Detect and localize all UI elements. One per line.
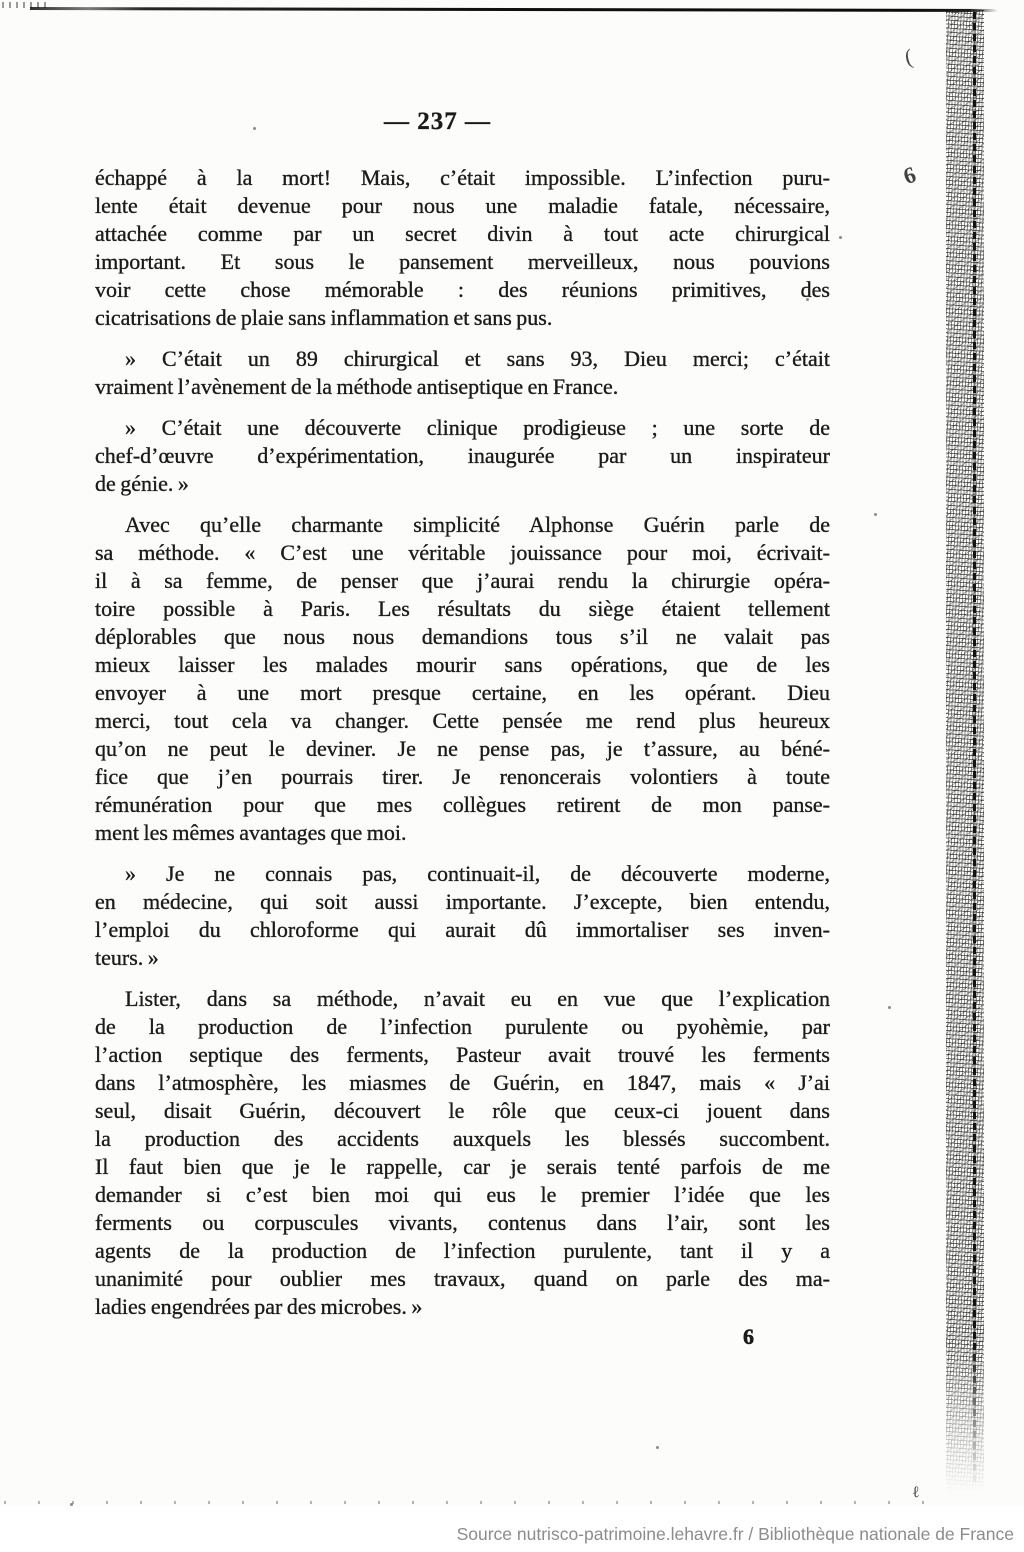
text-line: déplorables que nous nous demandions tous s’il ne valait pas <box>95 624 830 649</box>
text-line: attachée comme par un secret divin à tout acte chirurgical <box>95 221 830 246</box>
paragraph <box>95 164 830 332</box>
text-line: qu’on ne peut le deviner. Je ne pense pas, je t’assure, au béné- <box>95 736 830 761</box>
text-line: envoyer à une mort presque certaine, en les opérant. Dieu <box>95 680 830 705</box>
text-line: la production des accidents auxquels les blessés succombent. <box>95 1126 830 1151</box>
text-line: de génie. » <box>95 471 189 496</box>
text-line: voir cette chose mémorable : des réunions primitives, des <box>95 277 830 302</box>
text-line: Il faut bien que je le rappelle, car je serais tenté parfois de me <box>95 1154 830 1179</box>
paragraph <box>95 345 830 401</box>
footer-strip <box>0 1506 1024 1552</box>
scan-bottom-edge-line <box>4 1501 954 1504</box>
text-line: chef-d’œuvre d’expérimentation, inaugurée par un inspirateur <box>95 443 830 468</box>
text-line: » C’était une découverte clinique prodigieuse ; une sorte de <box>125 415 830 440</box>
text-line: lente était devenue pour nous une maladie fatale, nécessaire, <box>95 193 830 218</box>
ink-smudge: 6 <box>900 161 919 190</box>
text-line: unanimité pour oublier mes travaux, quand on parle des ma- <box>95 1266 830 1291</box>
text-line: teurs. » <box>95 945 159 970</box>
text-line: ferments ou corpuscules vivants, contenus dans l’air, sont les <box>95 1210 830 1235</box>
dust-speck <box>888 1006 891 1009</box>
text-line: échappé à la mort! Mais, c’était impossible. L’infection puru- <box>95 165 830 190</box>
text-line: agents de la production de l’infection purulente, tant il y a <box>95 1238 830 1263</box>
ink-smudge: ( <box>902 43 915 70</box>
footer-credit: Source nutrisco-patrimoine.lehavre.fr / Bibliothèque nationale de France <box>456 1524 1014 1544</box>
dust-speck <box>874 513 877 516</box>
paragraph <box>95 511 830 847</box>
book-gutter-shadow <box>946 10 984 1492</box>
text-line: sa méthode. « C’est une véritable jouissance pour moi, écrivait- <box>95 540 830 565</box>
dust-speck <box>839 236 842 239</box>
paragraph <box>95 985 830 1321</box>
page-number: — 237 — <box>384 108 491 135</box>
text-line: fice que j’en pourrais tirer. Je renoncerais volontiers à toute <box>95 764 830 789</box>
scan-top-edge-line <box>30 7 998 12</box>
text-line: ladies engendrées par des microbes. » <box>95 1294 423 1319</box>
text-line: de la production de l’infection purulente ou pyohèmie, par <box>95 1014 830 1039</box>
text-line: cicatrisations de plaie sans inflammation et sans pus. <box>95 305 553 330</box>
text-line: en médecine, qui soit aussi importante. J’excepte, bien entendu, <box>95 889 830 914</box>
ink-smudge: ℓ <box>912 1484 920 1501</box>
text-line: dans l’atmosphère, les miasmes de Guérin, en 1847, mais « J’ai <box>95 1070 830 1095</box>
text-line: seul, disait Guérin, découvert le rôle que ceux-ci jouent dans <box>95 1098 830 1123</box>
text-line: demander si c’est bien moi qui eus le premier l’idée que les <box>95 1182 830 1207</box>
text-line: important. Et sous le pansement merveilleux, nous pouvions <box>95 249 830 274</box>
paragraph <box>95 860 830 972</box>
text-line: ment les mêmes avantages que moi. <box>95 820 407 845</box>
text-line: mieux laisser les malades mourir sans opérations, que de les <box>95 652 830 677</box>
text-column <box>95 164 830 1321</box>
text-line: vraiment l’avènement de la méthode antiseptique en France. <box>95 374 619 399</box>
signature-mark: 6 <box>743 1324 754 1349</box>
text-line: » C’était un 89 chirurgical et sans 93, Dieu merci; c’était <box>125 346 830 371</box>
text-line: rémunération pour que mes collègues retirent de mon panse- <box>95 792 830 817</box>
paragraph <box>95 414 830 498</box>
text-line: » Je ne connais pas, continuait-il, de découverte moderne, <box>125 861 830 886</box>
text-line: il à sa femme, de penser que j’aurai rendu la chirurgie opéra- <box>95 568 830 593</box>
dust-speck <box>656 1446 659 1449</box>
text-line: Lister, dans sa méthode, n’avait eu en vue que l’explication <box>125 986 830 1011</box>
text-line: l’emploi du chloroforme qui aurait dû immortaliser ses inven- <box>95 917 830 942</box>
text-line: Avec qu’elle charmante simplicité Alphonse Guérin parle de <box>125 512 830 537</box>
text-line: l’action septique des ferments, Pasteur avait trouvé les ferments <box>95 1042 830 1067</box>
text-line: merci, tout cela va changer. Cette pensée me rend plus heureux <box>95 708 830 733</box>
text-line: toire possible à Paris. Les résultats du siège étaient tellement <box>95 596 830 621</box>
